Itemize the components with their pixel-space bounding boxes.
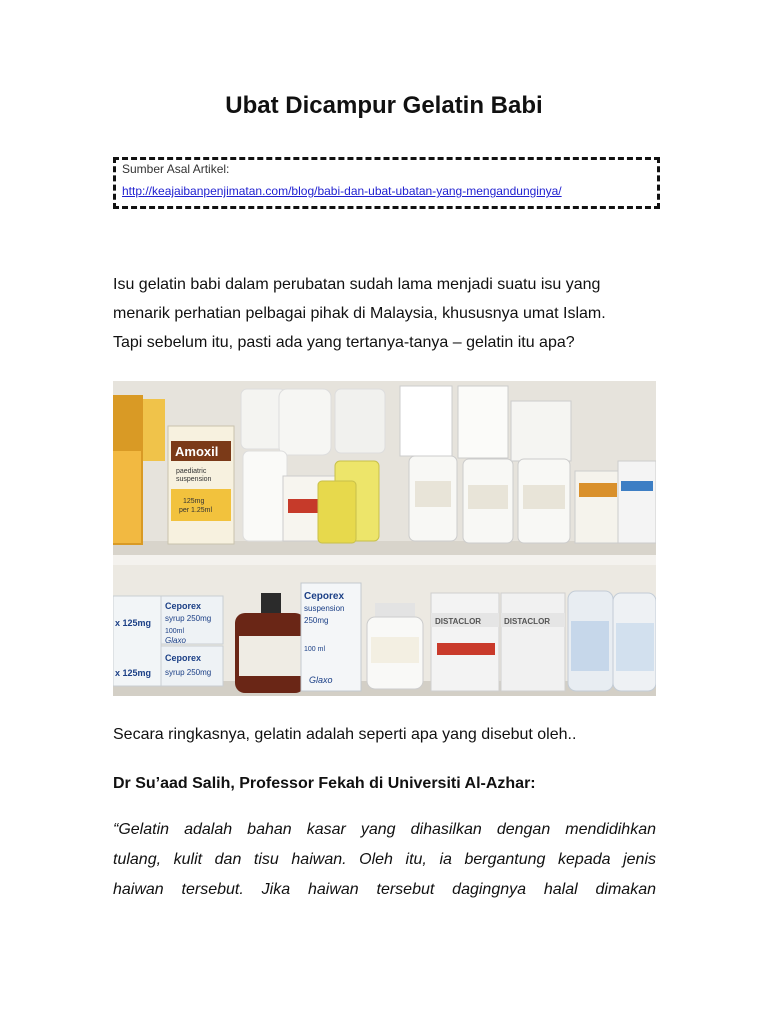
ceporex-box-sub: suspension (304, 604, 345, 613)
medicine-shelf-photo (113, 381, 656, 696)
quote-line: haiwan tersebut. Jika haiwan tersebut dagingnya halal dimakan (113, 881, 656, 898)
quote-paragraph (113, 815, 656, 905)
intro-line: Tapi sebelum itu, pasti ada yang tertanya-tanya – gelatin itu apa? (113, 334, 575, 351)
amoxil-sub1: paediatric (176, 468, 207, 475)
speaker-heading: Dr Su’aad Salih, Professor Fekah di Universiti Al-Azhar: (113, 775, 536, 792)
ceporex-left1: x 125mg (115, 618, 152, 628)
ceporex-mid1b: syrup 250mg (165, 614, 212, 623)
source-box (113, 157, 660, 209)
amoxil-label: Amoxil (175, 444, 219, 459)
paragraph: Secara ringkasnya, gelatin adalah seperti apa yang disebut oleh.. (113, 726, 577, 743)
ceporex-box-title: Ceporex (304, 591, 345, 602)
amoxil-sub2: suspension (176, 476, 212, 483)
quote-line: “Gelatin adalah bahan kasar yang dihasilkan dengan mendidihkan (113, 821, 656, 838)
glaxo-label-2: Glaxo (309, 675, 333, 685)
amoxil-dose2: per 1.25ml (179, 507, 213, 514)
ceporex-mid2b: syrup 250mg (165, 668, 212, 677)
intro-line: Isu gelatin babi dalam perubatan sudah lama menjadi suatu isu yang (113, 276, 601, 293)
source-link[interactable]: http://keajaibanpenjimatan.com/blog/babi-dan-ubat-ubatan-yang-mengandunginya/ (122, 184, 562, 198)
source-label: Sumber Asal Artikel: (122, 162, 230, 176)
intro-line: menarik perhatian pelbagai pihak di Malaysia, khususnya umat Islam. (113, 305, 606, 322)
ceporex-mid2: Ceporex (165, 653, 202, 663)
amoxil-dose1: 125mg (183, 498, 205, 505)
page-title: Ubat Dicampur Gelatin Babi (225, 92, 543, 119)
ceporex-mid1: Ceporex (165, 601, 202, 611)
distaclor-label-2: DISTACLOR (504, 617, 551, 626)
ceporex-box-vol: 100 ml (304, 646, 326, 653)
intro-paragraph (113, 270, 658, 357)
ceporex-left2: x 125mg (115, 668, 152, 678)
distaclor-label-1: DISTACLOR (435, 617, 482, 626)
glaxo-label-1: Glaxo (165, 636, 186, 645)
ceporex-box-dose: 250mg (304, 616, 329, 625)
quote-line: tulang, kulit dan tisu haiwan. Oleh itu, ia bergantung kepada jenis (113, 851, 656, 868)
ceporex-mid1c: 100ml (165, 628, 185, 635)
